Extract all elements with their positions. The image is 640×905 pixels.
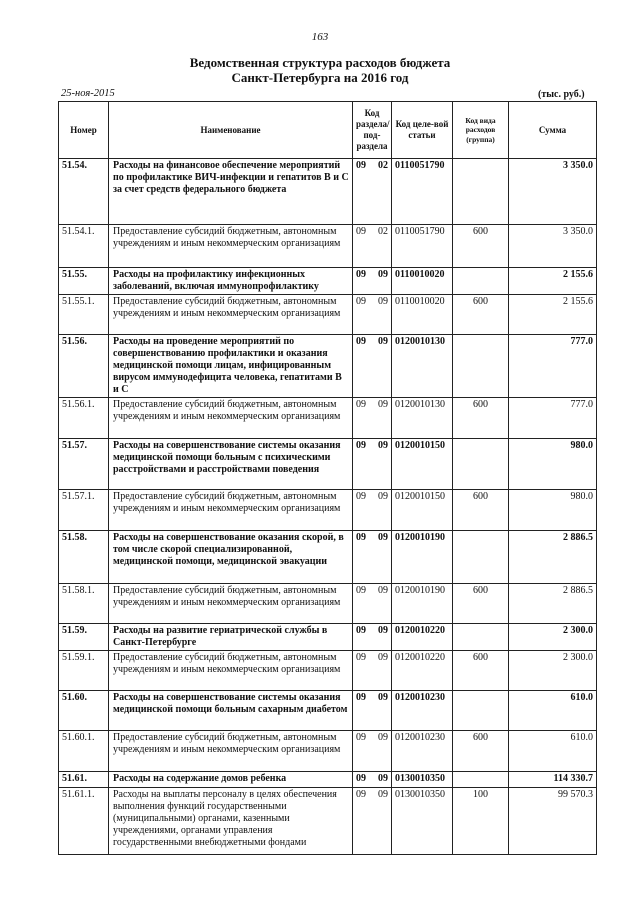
row-target-code: 0130010350 (392, 788, 453, 855)
table-row (59, 788, 597, 855)
title-line-2: Санкт-Петербурга на 2016 год (231, 70, 409, 85)
row-expense-type: 600 (453, 398, 509, 439)
row-section-code: 09 (353, 731, 378, 772)
row-target-code: 0120010130 (392, 398, 453, 439)
row-target-code: 0120010220 (392, 651, 453, 691)
row-target-code: 0110051790 (392, 159, 453, 225)
page-number: 163 (311, 31, 329, 43)
table-row (59, 225, 597, 268)
header-amount: Сумма (509, 102, 597, 159)
row-amount: 610.0 (509, 691, 597, 731)
row-name: Предоставление субсидий бюджетным, автономным учреждениям и иным некоммерческим организациям (109, 584, 353, 624)
row-target-code: 0120010150 (392, 490, 453, 531)
table-row (59, 159, 597, 225)
row-number: 51.56.1. (59, 398, 109, 439)
row-target-code: 0110010020 (392, 295, 453, 335)
row-expense-type: 600 (453, 490, 509, 531)
row-subsection-code: 02 (378, 225, 392, 268)
row-name: Расходы на проведение мероприятий по совершенствованию профилактики и оказания медицинской помощи лицам, инфицированным вирусом иммунодефицита человека, гепатитами В и С (109, 335, 353, 398)
table-row (59, 490, 597, 531)
row-amount: 610.0 (509, 731, 597, 772)
row-section-code: 09 (353, 651, 378, 691)
table-row (59, 398, 597, 439)
row-subsection-code: 09 (378, 335, 392, 398)
row-amount: 2 155.6 (509, 268, 597, 295)
row-expense-type: 100 (453, 788, 509, 855)
title-line-1: Ведомственная структура расходов бюджета (189, 55, 451, 70)
document-title (0, 55, 640, 85)
row-section-code: 09 (353, 439, 378, 490)
row-number: 51.56. (59, 335, 109, 398)
row-subsection-code: 09 (378, 772, 392, 788)
row-number: 51.57. (59, 439, 109, 490)
row-section-code: 09 (353, 225, 378, 268)
table-row (59, 268, 597, 295)
row-subsection-code: 09 (378, 295, 392, 335)
row-subsection-code: 09 (378, 268, 392, 295)
row-section-code: 09 (353, 159, 378, 225)
row-name: Расходы на профилактику инфекционных заболеваний, включая иммунопрофилактику (109, 268, 353, 295)
row-expense-type: 600 (453, 295, 509, 335)
row-amount: 2 886.5 (509, 584, 597, 624)
row-target-code: 0110010020 (392, 268, 453, 295)
row-section-code: 09 (353, 490, 378, 531)
row-expense-type (453, 335, 509, 398)
row-section-code: 09 (353, 398, 378, 439)
row-number: 51.59. (59, 624, 109, 651)
row-section-code: 09 (353, 335, 378, 398)
units-label: (тыс. руб.) (538, 89, 585, 100)
row-amount: 777.0 (509, 335, 597, 398)
row-number: 51.57.1. (59, 490, 109, 531)
row-number: 51.60.1. (59, 731, 109, 772)
row-target-code: 0120010230 (392, 691, 453, 731)
row-target-code: 0120010230 (392, 731, 453, 772)
row-name: Предоставление субсидий бюджетным, автономным учреждениям и иным некоммерческим организациям (109, 295, 353, 335)
row-subsection-code: 09 (378, 398, 392, 439)
row-expense-type: 600 (453, 225, 509, 268)
header-expense-type: Код вида расходов (группа) (453, 102, 509, 159)
row-number: 51.60. (59, 691, 109, 731)
row-amount: 777.0 (509, 398, 597, 439)
row-expense-type (453, 624, 509, 651)
table-row (59, 624, 597, 651)
row-amount: 99 570.3 (509, 788, 597, 855)
row-number: 51.61.1. (59, 788, 109, 855)
row-expense-type: 600 (453, 651, 509, 691)
row-amount: 2 886.5 (509, 531, 597, 584)
table-row (59, 691, 597, 731)
row-number: 51.55. (59, 268, 109, 295)
table-header-row (59, 102, 597, 159)
table-row (59, 772, 597, 788)
row-subsection-code: 09 (378, 490, 392, 531)
row-subsection-code: 09 (378, 624, 392, 651)
row-expense-type (453, 439, 509, 490)
row-number: 51.61. (59, 772, 109, 788)
row-name: Предоставление субсидий бюджетным, автономным учреждениям и иным некоммерческим организациям (109, 398, 353, 439)
row-subsection-code: 09 (378, 651, 392, 691)
row-name: Предоставление субсидий бюджетным, автономным учреждениям и иным некоммерческим организациям (109, 225, 353, 268)
row-amount: 3 350.0 (509, 159, 597, 225)
row-number: 51.58.1. (59, 584, 109, 624)
row-subsection-code: 09 (378, 731, 392, 772)
row-target-code: 0120010130 (392, 335, 453, 398)
document-date: 25-ноя-2015 (61, 88, 115, 99)
row-expense-type (453, 531, 509, 584)
row-expense-type (453, 268, 509, 295)
table-row (59, 531, 597, 584)
row-number: 51.54.1. (59, 225, 109, 268)
header-number: Номер (59, 102, 109, 159)
row-subsection-code: 09 (378, 788, 392, 855)
row-amount: 2 300.0 (509, 624, 597, 651)
table-row (59, 651, 597, 691)
row-target-code: 0120010220 (392, 624, 453, 651)
row-section-code: 09 (353, 624, 378, 651)
row-subsection-code: 09 (378, 531, 392, 584)
row-number: 51.54. (59, 159, 109, 225)
row-subsection-code: 09 (378, 584, 392, 624)
row-expense-type (453, 772, 509, 788)
row-target-code: 0120010190 (392, 531, 453, 584)
row-section-code: 09 (353, 531, 378, 584)
row-name: Предоставление субсидий бюджетным, автономным учреждениям и иным некоммерческим организациям (109, 651, 353, 691)
row-target-code: 0110051790 (392, 225, 453, 268)
row-subsection-code: 09 (378, 439, 392, 490)
row-amount: 2 300.0 (509, 651, 597, 691)
row-name: Предоставление субсидий бюджетным, автономным учреждениям и иным некоммерческим организациям (109, 490, 353, 531)
row-target-code: 0120010190 (392, 584, 453, 624)
row-expense-type (453, 159, 509, 225)
row-name: Предоставление субсидий бюджетным, автономным учреждениям и иным некоммерческим организациям (109, 731, 353, 772)
row-section-code: 09 (353, 691, 378, 731)
row-name: Расходы на совершенствование оказания скорой, в том числе скорой специализированной, медицинской помощи, медицинской эвакуации (109, 531, 353, 584)
row-name: Расходы на содержание домов ребенка (109, 772, 353, 788)
row-name: Расходы на финансовое обеспечение мероприятий по профилактике ВИЧ-инфекции и гепатитов В и С за счет средств федерального бюджета (109, 159, 353, 225)
row-subsection-code: 02 (378, 159, 392, 225)
header-name: Наименование (109, 102, 353, 159)
row-amount: 980.0 (509, 439, 597, 490)
row-section-code: 09 (353, 584, 378, 624)
row-name: Расходы на выплаты персоналу в целях обеспечения выполнения функций государственными (муниципальными) органами, казенными учреждениями, органами управления государственными внебюджетными фондами (109, 788, 353, 855)
row-expense-type (453, 691, 509, 731)
row-number: 51.55.1. (59, 295, 109, 335)
table-row (59, 295, 597, 335)
header-target-code: Код целе-вой статьи (392, 102, 453, 159)
table-row (59, 335, 597, 398)
row-section-code: 09 (353, 295, 378, 335)
row-name: Расходы на совершенствование системы оказания медицинской помощи больным сахарным диабетом (109, 691, 353, 731)
row-amount: 3 350.0 (509, 225, 597, 268)
row-target-code: 0120010150 (392, 439, 453, 490)
row-section-code: 09 (353, 772, 378, 788)
row-target-code: 0130010350 (392, 772, 453, 788)
row-amount: 2 155.6 (509, 295, 597, 335)
header-section-code: Код раздела/ под-раздела (353, 102, 392, 159)
budget-table (58, 101, 597, 855)
row-amount: 114 330.7 (509, 772, 597, 788)
row-subsection-code: 09 (378, 691, 392, 731)
row-number: 51.58. (59, 531, 109, 584)
row-number: 51.59.1. (59, 651, 109, 691)
row-expense-type: 600 (453, 584, 509, 624)
row-name: Расходы на совершенствование системы оказания медицинской помощи больным с психическими расстройствами и расстройствами поведения (109, 439, 353, 490)
table-row (59, 439, 597, 490)
table-row (59, 584, 597, 624)
row-section-code: 09 (353, 268, 378, 295)
row-expense-type: 600 (453, 731, 509, 772)
table-row (59, 731, 597, 772)
row-section-code: 09 (353, 788, 378, 855)
row-name: Расходы на развитие гериатрической службы в Санкт-Петербурге (109, 624, 353, 651)
row-amount: 980.0 (509, 490, 597, 531)
